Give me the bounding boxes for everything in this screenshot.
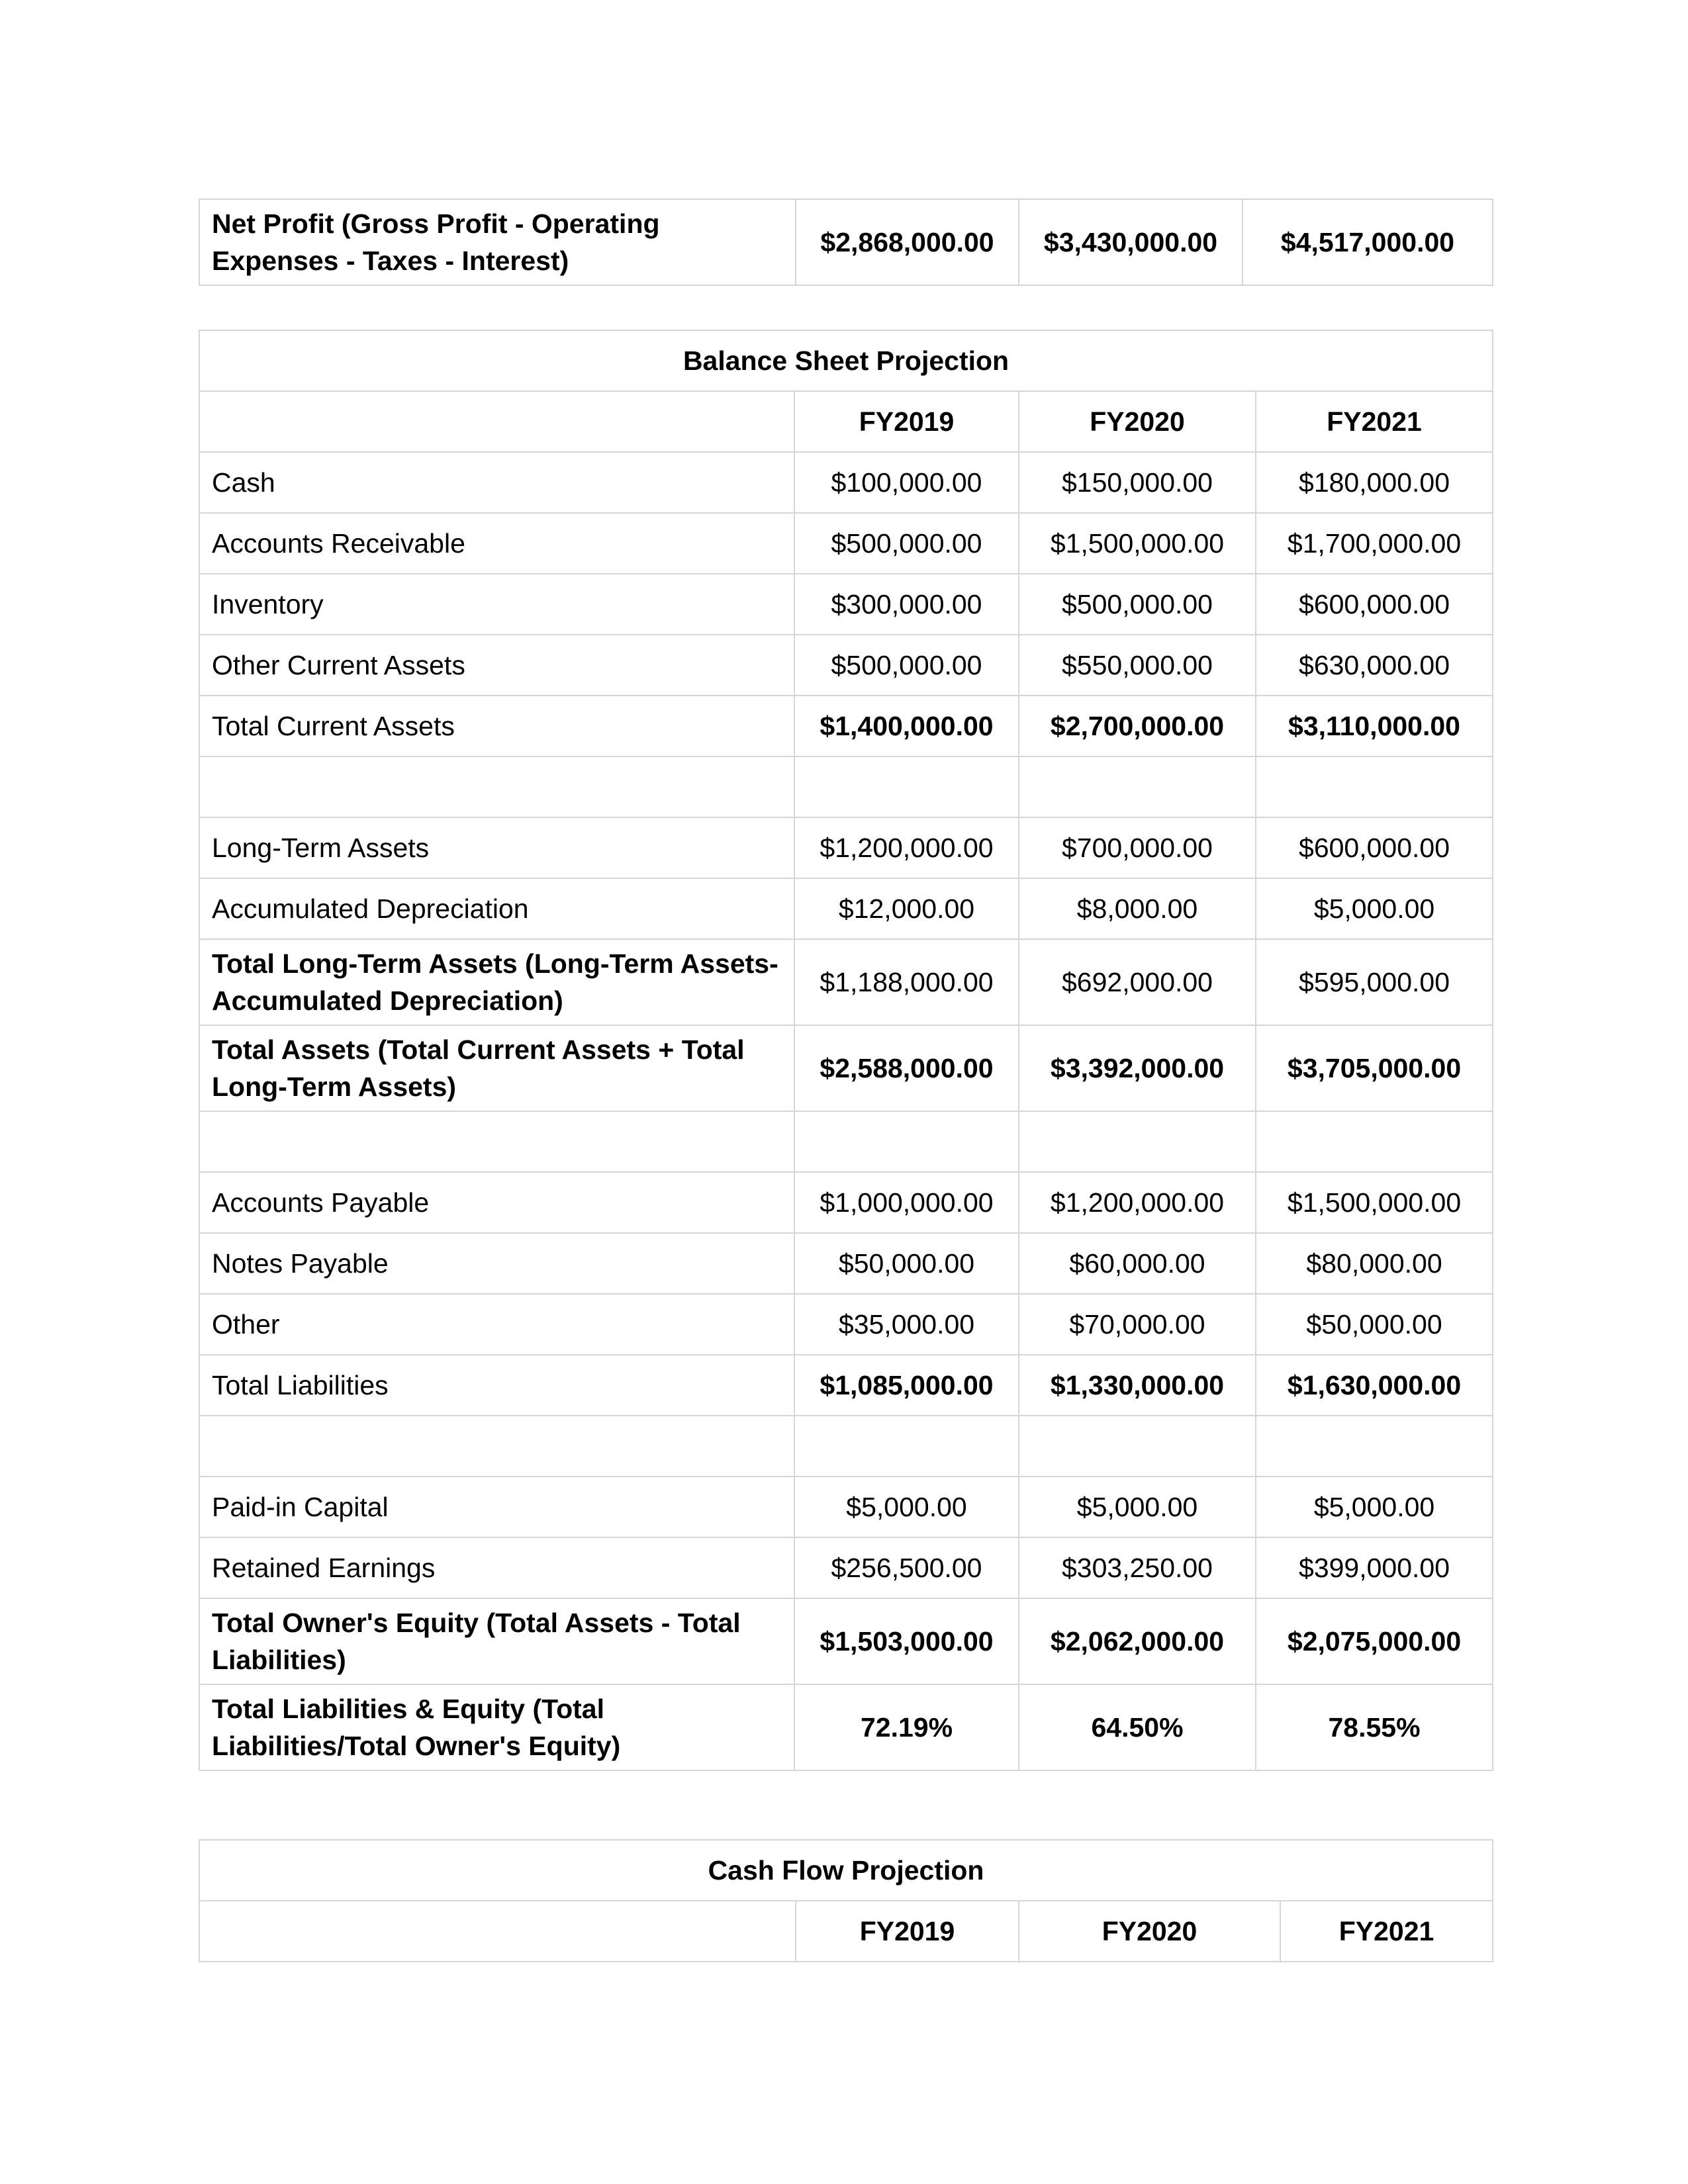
row-label: Total Liabilities & Equity (Total Liabilities/Total Owner's Equity) xyxy=(199,1684,794,1770)
row-label: Total Owner's Equity (Total Assets - Total Liabilities) xyxy=(199,1598,794,1684)
value-cell: $5,000.00 xyxy=(794,1477,1019,1537)
value-cell: $150,000.00 xyxy=(1019,452,1256,513)
blank-cell xyxy=(199,1416,794,1477)
value-cell: $2,700,000.00 xyxy=(1019,696,1256,756)
value-cell: $1,700,000.00 xyxy=(1256,513,1493,574)
value-cell: 78.55% xyxy=(1256,1684,1493,1770)
value-cell: $1,200,000.00 xyxy=(794,817,1019,878)
table-row xyxy=(199,1598,1493,1684)
table-row xyxy=(199,513,1493,574)
table-title-row xyxy=(199,330,1493,391)
value-cell: $50,000.00 xyxy=(1256,1294,1493,1355)
value-cell: $300,000.00 xyxy=(794,574,1019,635)
column-header: FY2021 xyxy=(1256,391,1493,452)
value-cell: $2,075,000.00 xyxy=(1256,1598,1493,1684)
table-row xyxy=(199,1537,1493,1598)
value-cell: $500,000.00 xyxy=(1019,574,1256,635)
value-cell: $303,250.00 xyxy=(1019,1537,1256,1598)
table-row xyxy=(199,1355,1493,1416)
value-cell: $630,000.00 xyxy=(1256,635,1493,696)
blank-cell xyxy=(1019,1416,1256,1477)
value-cell: $3,705,000.00 xyxy=(1256,1025,1493,1111)
blank-cell xyxy=(794,1416,1019,1477)
column-header: FY2019 xyxy=(796,1901,1019,1962)
blank-row xyxy=(199,756,1493,817)
blank-cell xyxy=(1256,756,1493,817)
value-cell: $3,430,000.00 xyxy=(1019,199,1243,285)
value-cell: $80,000.00 xyxy=(1256,1233,1493,1294)
row-label: Total Liabilities xyxy=(199,1355,794,1416)
column-header: FY2021 xyxy=(1280,1901,1493,1962)
value-cell: 72.19% xyxy=(794,1684,1019,1770)
table-row xyxy=(199,1233,1493,1294)
header-blank-cell xyxy=(199,391,794,452)
value-cell: $5,000.00 xyxy=(1256,1477,1493,1537)
row-label: Inventory xyxy=(199,574,794,635)
row-label: Total Long-Term Assets (Long-Term Assets-Accumulated Depreciation) xyxy=(199,939,794,1025)
row-label: Retained Earnings xyxy=(199,1537,794,1598)
value-cell: $700,000.00 xyxy=(1019,817,1256,878)
value-cell: $70,000.00 xyxy=(1019,1294,1256,1355)
table-title: Balance Sheet Projection xyxy=(199,330,1493,391)
value-cell: $595,000.00 xyxy=(1256,939,1493,1025)
value-cell: $8,000.00 xyxy=(1019,878,1256,939)
value-cell: $1,085,000.00 xyxy=(794,1355,1019,1416)
value-cell: $50,000.00 xyxy=(794,1233,1019,1294)
value-cell: $35,000.00 xyxy=(794,1294,1019,1355)
value-cell: $1,188,000.00 xyxy=(794,939,1019,1025)
value-cell: $500,000.00 xyxy=(794,635,1019,696)
table-row xyxy=(199,1684,1493,1770)
value-cell: $1,200,000.00 xyxy=(1019,1172,1256,1233)
header-blank-cell xyxy=(199,1901,796,1962)
table-row xyxy=(199,1477,1493,1537)
value-cell: $2,868,000.00 xyxy=(796,199,1019,285)
table-row xyxy=(199,199,1493,285)
table-header-row xyxy=(199,1901,1493,1962)
blank-cell xyxy=(1019,1111,1256,1172)
value-cell: 64.50% xyxy=(1019,1684,1256,1770)
table-row xyxy=(199,452,1493,513)
row-label: Net Profit (Gross Profit - Operating Expenses - Taxes - Interest) xyxy=(199,199,796,285)
blank-cell xyxy=(1256,1111,1493,1172)
table-row xyxy=(199,817,1493,878)
table-row xyxy=(199,1294,1493,1355)
value-cell: $399,000.00 xyxy=(1256,1537,1493,1598)
column-header: FY2020 xyxy=(1019,1901,1280,1962)
blank-cell xyxy=(1256,1416,1493,1477)
value-cell: $180,000.00 xyxy=(1256,452,1493,513)
blank-cell xyxy=(794,756,1019,817)
value-cell: $1,400,000.00 xyxy=(794,696,1019,756)
value-cell: $3,392,000.00 xyxy=(1019,1025,1256,1111)
table-header-row xyxy=(199,391,1493,452)
value-cell: $600,000.00 xyxy=(1256,817,1493,878)
column-header: FY2019 xyxy=(794,391,1019,452)
blank-cell xyxy=(794,1111,1019,1172)
table-row xyxy=(199,939,1493,1025)
row-label: Other Current Assets xyxy=(199,635,794,696)
table-row xyxy=(199,696,1493,756)
value-cell: $3,110,000.00 xyxy=(1256,696,1493,756)
table-row xyxy=(199,878,1493,939)
value-cell: $256,500.00 xyxy=(794,1537,1019,1598)
value-cell: $2,062,000.00 xyxy=(1019,1598,1256,1684)
value-cell: $1,503,000.00 xyxy=(794,1598,1019,1684)
table-title-row xyxy=(199,1840,1493,1901)
net-profit-table xyxy=(199,199,1493,286)
blank-row xyxy=(199,1416,1493,1477)
table-row xyxy=(199,1025,1493,1111)
row-label: Accounts Payable xyxy=(199,1172,794,1233)
value-cell: $1,330,000.00 xyxy=(1019,1355,1256,1416)
blank-cell xyxy=(1019,756,1256,817)
table-row xyxy=(199,635,1493,696)
row-label: Cash xyxy=(199,452,794,513)
table-row xyxy=(199,1172,1493,1233)
value-cell: $550,000.00 xyxy=(1019,635,1256,696)
column-header: FY2020 xyxy=(1019,391,1256,452)
table-title: Cash Flow Projection xyxy=(199,1840,1493,1901)
value-cell: $5,000.00 xyxy=(1256,878,1493,939)
value-cell: $12,000.00 xyxy=(794,878,1019,939)
row-label: Accumulated Depreciation xyxy=(199,878,794,939)
value-cell: $4,517,000.00 xyxy=(1243,199,1493,285)
row-label: Total Assets (Total Current Assets + Total Long-Term Assets) xyxy=(199,1025,794,1111)
value-cell: $1,630,000.00 xyxy=(1256,1355,1493,1416)
value-cell: $2,588,000.00 xyxy=(794,1025,1019,1111)
row-label: Paid-in Capital xyxy=(199,1477,794,1537)
value-cell: $100,000.00 xyxy=(794,452,1019,513)
table-row xyxy=(199,574,1493,635)
cash-flow-table xyxy=(199,1839,1493,1962)
value-cell: $600,000.00 xyxy=(1256,574,1493,635)
value-cell: $60,000.00 xyxy=(1019,1233,1256,1294)
value-cell: $1,500,000.00 xyxy=(1019,513,1256,574)
row-label: Total Current Assets xyxy=(199,696,794,756)
value-cell: $1,500,000.00 xyxy=(1256,1172,1493,1233)
row-label: Notes Payable xyxy=(199,1233,794,1294)
blank-cell xyxy=(199,756,794,817)
value-cell: $1,000,000.00 xyxy=(794,1172,1019,1233)
value-cell: $692,000.00 xyxy=(1019,939,1256,1025)
value-cell: $5,000.00 xyxy=(1019,1477,1256,1537)
row-label: Accounts Receivable xyxy=(199,513,794,574)
row-label: Long-Term Assets xyxy=(199,817,794,878)
value-cell: $500,000.00 xyxy=(794,513,1019,574)
blank-row xyxy=(199,1111,1493,1172)
blank-cell xyxy=(199,1111,794,1172)
balance-sheet-table xyxy=(199,330,1493,1771)
row-label: Other xyxy=(199,1294,794,1355)
